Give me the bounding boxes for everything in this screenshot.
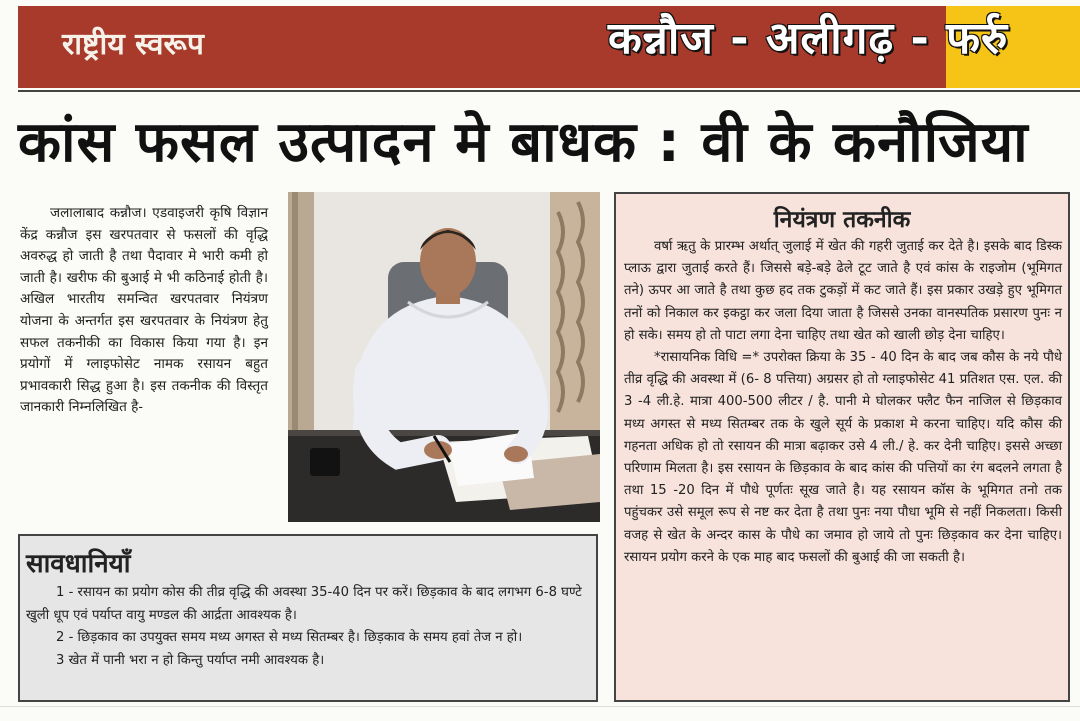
article-photo bbox=[288, 192, 600, 522]
article-intro: जलालाबाद कन्नौज। एडवाइजरी कृषि विज्ञान केंद्र कन्नौज इस खरपतवार से फसलों की वृद्धि अवरुद्ध हो जाती है तथा पैदावार मे भारी कमी हो जाती है। खरीफ की बुआई मे भी कठिनाई होती है। अखिल भारतीय समन्वित खरपतवार नियंत्रण योजना के अन्तर्गत इस खरपतवार के नियंत्रण हेतु सफल तकनीकी का विकास किया गया है। इन प्रयोगों में ग्लाइफोसेट नामक रसायन बहुत प्रभावकारी सिद्ध हुआ है। इस तकनीक की विस्तृत जानकारी निम्नलिखित है- bbox=[20, 205, 268, 416]
masthead-left-band bbox=[18, 6, 616, 88]
precaution-item: 1 - रसायन का प्रयोग कोस की तीव्र वृद्धि की अवस्था 35-40 दिन पर करें। छिड़काव के बाद लगभग 6-8 घण्टे खुली धूप एवं पर्याप्त वायु मण्डल की आर्द्रता आवश्यक है। bbox=[26, 585, 582, 623]
control-paragraph: *रासायनिक विधि =* उपरोक्त क्रिया के 35 - 40 दिन के बाद जब कौस के नये पौधे तीव्र वृद्धि की अवस्था में (6- 8 पत्तिया) अग्रसर हो तो ग्लाइफोसेट 41 प्रतिशत एस. एल. की 3 -4 ली.हे. मात्रा 400-500 लीटर / है. पानी मे घोलकर फ्लैट फैन नाजिल से छिड़काव मध्य अगस्त से मध्य सितम्बर तक के खुले सूर्य के प्रकाश मे करना चाहिए। यदि कौस की गहनता अधिक हो तो रसायन की मात्रा बढ़ाकर उसे 4 ली./ हे. कर देनी चाहिए। इससे अच्छा परिणाम मिलता है। इस रसायन के छिड़काव के बाद कांस की पत्तियों का रंग बदलने लगता है तथा 15 -20 दिन में पौधे पूर्णतः सूख जाते है। यह रसायन कॉस के भूमिगत तनो तक पहुंचकर उसे समूल रूप से नष्ट कर देता है तथा पुनः नया पौधा भूमि से नहीं निकलता। किसी वजह से खेत के अन्दर कास के पौधे का जमाव हो जाये तो पुनः छिड़काव कर देना चाहिए। रसायन प्रयोग करने के एक माह बाद फसलों की बुआई की जा सकती है। bbox=[624, 350, 1062, 565]
precautions-list bbox=[26, 582, 592, 672]
control-technique-title: नियंत्रण तकनीक bbox=[773, 207, 911, 233]
headline: कांस फसल उत्पादन मे बाधक : वी के कनौजिया bbox=[18, 110, 1029, 175]
precaution-item: 2 - छिड़काव का उपयुक्त समय मध्य अगस्त से मध्य सितम्बर है। छिड़काव के समय हवां तेज न हो। bbox=[56, 630, 523, 645]
control-technique-body bbox=[624, 236, 1062, 569]
precautions-box bbox=[18, 534, 598, 702]
page-bottom-edge bbox=[0, 706, 1080, 721]
masthead-divider bbox=[18, 90, 1080, 92]
edition-region: कन्नौज - अलीगढ़ - फर्रु bbox=[608, 13, 1009, 64]
newspaper-brand: राष्ट्रीय स्वरूप bbox=[62, 27, 204, 62]
precautions-title: सावधानियाँ bbox=[26, 549, 131, 579]
control-technique-box bbox=[614, 192, 1070, 702]
man-writing-at-desk-illustration bbox=[288, 192, 600, 522]
precaution-item: 3 खेत में पानी भरा न हो किन्तु पर्याप्त नमी आवश्यक है। bbox=[56, 652, 325, 668]
control-paragraph: वर्षा ऋतु के प्रारम्भ अर्थात् जुलाई में खेत की गहरी जुताई कर देते है। इसके बाद डिस्क प्लाऊ द्वारा जुताई करते हैं। जिससे बड़े-बड़े ढेले टूट जाते है एवं कांस के राइजोम (भूमिगत तने) ऊपर आ जाते है तथा कुछ हद तक टुकड़ों में कट जाते हैं। इस प्रकार उखड़े हुए भूमिगत तनों को निकाल कर इकट्ठा कर जला दिया जाता है जिससे उनका वानस्पतिक प्रसारण पुनः न हो सके। समय हो तो पाटा लगा देना चाहिए तथा खेत को खाली छोड़ देना चाहिए। bbox=[624, 239, 1062, 343]
